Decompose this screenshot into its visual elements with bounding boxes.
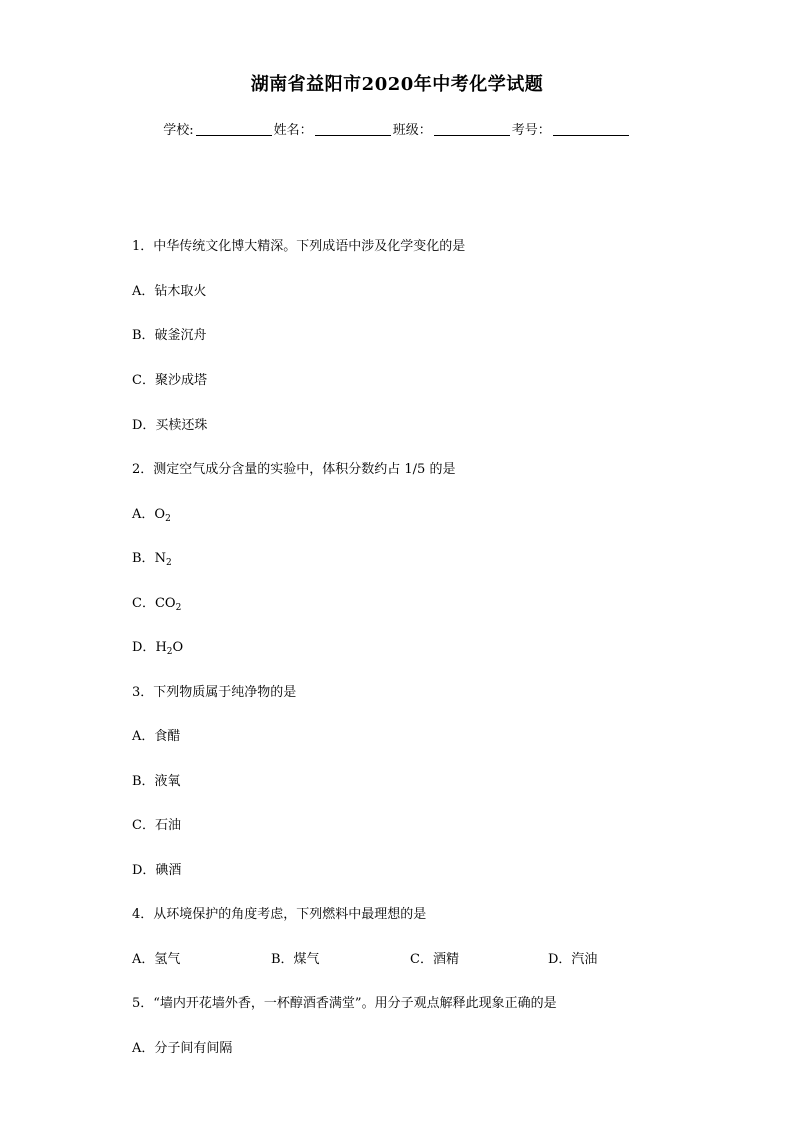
question-2-option-c: C．$CO_2$ [132,596,182,613]
question-4-stem: 4．从环境保护的角度考虑，下列燃料中最理想的是 [132,907,427,922]
student-info-line [0,119,794,138]
question-5-option-a: A．分子间有间隔 [132,1041,233,1056]
page-title: 湖南省益阳市2020年中考化学试题 [250,74,544,95]
question-3-option-d: D．碘酒 [132,863,182,878]
question-1-option-a: A．钻木取火 [132,284,207,299]
question-3-stem: 3．下列物质属于纯净物的是 [132,685,297,700]
school-label: 学校: [163,123,194,138]
class-label: 班级： [392,123,432,138]
question-2-option-b: B．$N_2$ [132,551,172,568]
question-4-option-c: C．酒精 [410,952,459,967]
question-4-option-d: D．汽油 [548,952,598,967]
question-2-option-a: A．$O_2$ [132,507,171,524]
question-5-stem: 5．“墙内开花墙外香，一杯醇酒香满堂”。用分子观点解释此现象正确的是 [132,996,557,1011]
name-label: 姓名： [273,123,313,138]
question-4-option-b: B．煤气 [271,952,320,967]
question-1-stem: 1．中华传统文化博大精深。下列成语中涉及化学变化的是 [132,239,466,254]
class-blank[interactable] [434,122,510,136]
question-3-option-c: C．石油 [132,818,181,833]
exam-no-label: 考号： [511,123,551,138]
question-4-option-a: A．氢气 [132,952,181,967]
question-2-option-d: D．$H_2O$ [132,640,184,657]
question-1-option-d: D．买椟还珠 [132,418,208,433]
question-1-option-b: B．破釜沉舟 [132,328,207,343]
question-3-option-b: B．液氧 [132,774,181,789]
question-1-option-c: C．聚沙成塔 [132,373,207,388]
question-4-options [132,948,597,967]
exam-no-blank[interactable] [553,122,629,136]
name-blank[interactable] [315,122,391,136]
question-2-stem: 2．测定空气成分含量的实验中，体积分数约占 1/5 的是 [132,462,456,477]
question-3-option-a: A．食醋 [132,729,181,744]
school-blank[interactable] [196,122,272,136]
